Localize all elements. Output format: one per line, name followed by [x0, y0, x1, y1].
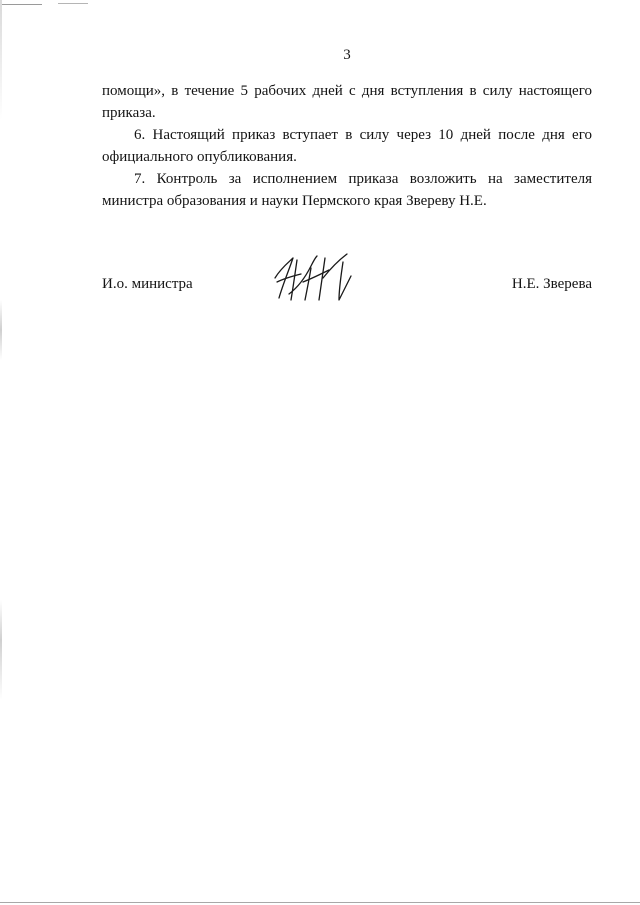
- paragraph-item-7: 7. Контроль за исполнением приказа возложить на заместителя министра образования и науки Пермского края Звереву Н.Е.: [102, 171, 592, 209]
- scan-left-edge: [0, 0, 2, 905]
- scan-edge-mark: [0, 4, 42, 5]
- page-number: 3: [343, 47, 351, 63]
- document-body: [102, 80, 592, 212]
- paragraph-continuation: помощи», в течение 5 рабочих дней с дня вступления в силу настоящего приказа.: [102, 83, 592, 121]
- paragraph-item-6: 6. Настоящий приказ вступает в силу через 10 дней после дня его официального опубликования.: [102, 127, 592, 165]
- scan-edge-mark: [58, 3, 88, 4]
- signatory-name: Н.Е. Зверева: [511, 276, 592, 292]
- signature-block: [102, 270, 592, 310]
- scan-bottom-edge: [0, 902, 640, 903]
- signatory-title: И.о. министра: [102, 276, 193, 292]
- handwritten-signature: [267, 248, 367, 304]
